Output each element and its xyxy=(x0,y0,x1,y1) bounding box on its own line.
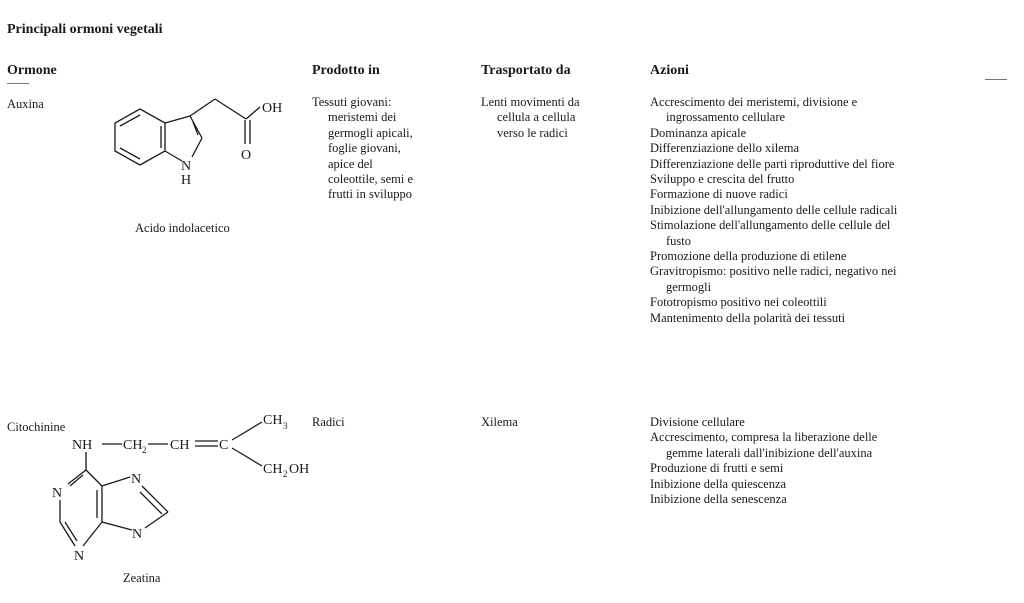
atom-n: N xyxy=(181,159,192,174)
cell-line: gemme laterali dall'inibizione dell'auxina xyxy=(666,445,873,460)
zeatin-ch3: CH xyxy=(263,413,283,428)
cell-line: Divisione cellulare xyxy=(650,415,745,429)
cell-line: ingrossamento cellulare xyxy=(666,110,786,125)
cell-line: Xilema xyxy=(481,415,518,429)
zeatin-n9: N xyxy=(132,527,143,542)
zeatin-sub-2-b: 2 xyxy=(283,469,288,479)
zeatin-sub-3: 3 xyxy=(283,421,288,431)
cell-line: Differenziazione delle parti riproduttive del fiore xyxy=(650,156,895,171)
cell-line: Accrescimento dei meristemi, divisione e xyxy=(650,95,858,109)
cell-line: coleottile, semi e xyxy=(328,172,414,187)
zeatin-c: C xyxy=(219,438,229,453)
header-prodotto: Prodotto in xyxy=(312,63,380,78)
cell-line: Accrescimento, compresa la liberazione delle xyxy=(650,430,878,445)
cell-line: foglie giovani, xyxy=(328,141,401,156)
cell-line: Inibizione della senescenza xyxy=(650,492,787,507)
zeatin-n7: N xyxy=(131,472,142,487)
zeatin-ch2-a: CH xyxy=(123,438,143,453)
atom-oh: OH xyxy=(262,101,283,116)
cell-line: germogli xyxy=(666,279,712,294)
table-title: Principali ormoni vegetali xyxy=(7,22,163,37)
cell-line: Mantenimento della polarità dei tessuti xyxy=(650,310,846,325)
header-trasportato: Trasportato da xyxy=(481,63,571,78)
caption-auxina: Acido indolacetico xyxy=(135,221,230,235)
zeatin-sub-2-a: 2 xyxy=(142,445,147,455)
cell-line: Dominanza apicale xyxy=(650,125,747,140)
cell-line: germogli apicali, xyxy=(328,125,413,140)
cell-auxina-trasportato xyxy=(481,95,580,141)
cell-line: Promozione della produzione di etilene xyxy=(650,249,847,264)
zeatin-ch2oh-oh: OH xyxy=(289,462,310,477)
cell-line: Stimolazione dell'allungamento delle cellule del xyxy=(650,218,891,233)
zeatin-ch2oh-ch: CH xyxy=(263,462,283,477)
cell-line: Produzione di frutti e semi xyxy=(650,461,784,476)
cell-line: frutti in sviluppo xyxy=(328,187,413,202)
cell-line: Inibizione dell'allungamento delle cellule radicali xyxy=(650,202,898,217)
cell-line: Inibizione della quiescenza xyxy=(650,476,787,491)
cell-line: cellula a cellula xyxy=(497,110,576,125)
zeatin-structure xyxy=(40,404,330,589)
cell-line: meristemi dei xyxy=(328,110,397,125)
atom-o: O xyxy=(241,148,252,163)
hormone-name-citochinine: Citochinine xyxy=(7,420,66,434)
cell-line: Formazione di nuove radici xyxy=(650,187,788,202)
cell-line: Tessuti giovani: xyxy=(312,95,392,109)
cell-line: Sviluppo e crescita del frutto xyxy=(650,172,795,187)
cell-auxina-prodotto xyxy=(312,95,413,203)
zeatin-n3: N xyxy=(74,549,85,564)
cell-line: Differenziazione dello xilema xyxy=(650,141,800,156)
cell-line: Gravitropismo: positivo nelle radici, negativo nei xyxy=(650,264,897,279)
cell-line: apice del xyxy=(328,156,373,171)
atom-h: H xyxy=(181,173,192,188)
cell-line: Lenti movimenti da xyxy=(481,95,580,109)
cell-citochinine-trasportato xyxy=(481,415,518,430)
cell-line: Radici xyxy=(312,415,345,429)
cell-line: fusto xyxy=(666,233,691,248)
zeatin-nh: NH xyxy=(72,438,93,453)
zeatin-ch: CH xyxy=(170,438,190,453)
cell-citochinine-azioni xyxy=(650,415,877,507)
header-underline-left xyxy=(7,83,29,84)
zeatin-n1: N xyxy=(52,486,63,501)
cell-line: verso le radici xyxy=(497,125,568,140)
hormone-name-auxina: Auxina xyxy=(7,97,44,111)
cell-auxina-azioni xyxy=(650,95,897,326)
caption-citochinine: Zeatina xyxy=(123,571,161,585)
header-azioni: Azioni xyxy=(650,63,689,78)
cell-line: Fototropismo positivo nei coleottili xyxy=(650,295,827,310)
cell-citochinine-prodotto xyxy=(312,415,345,430)
header-ormone: Ormone xyxy=(7,63,57,78)
indoleacetic-acid-structure xyxy=(90,95,310,220)
header-underline-right xyxy=(985,79,1007,80)
